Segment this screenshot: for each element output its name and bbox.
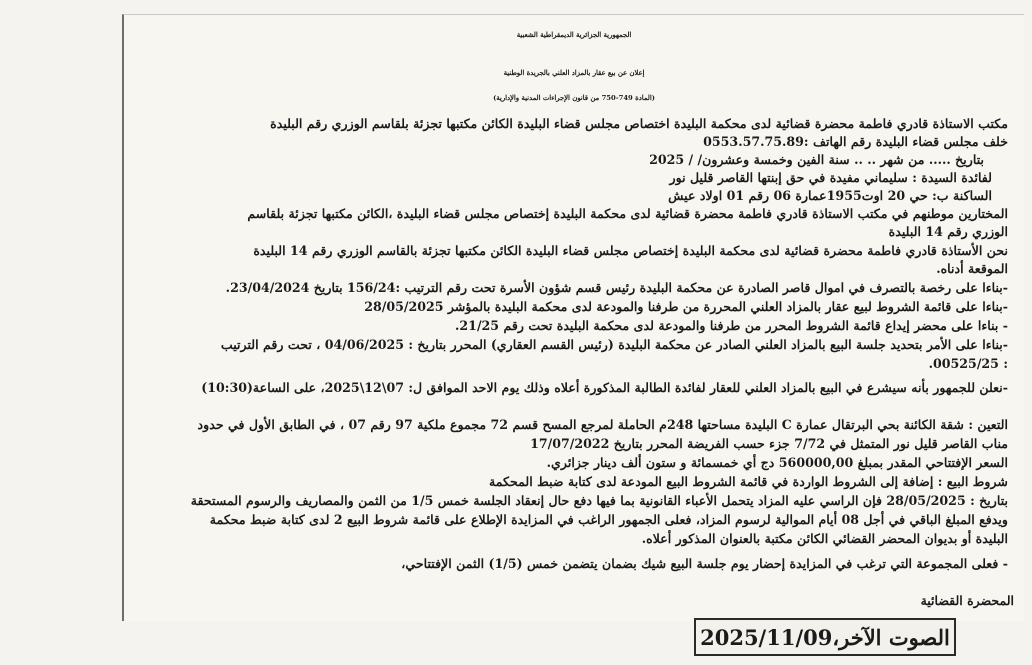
body-line: الموقعة أدناه. (936, 261, 1008, 276)
body-line: مكتب الاستاذة قادري فاطمة محضرة قضائية لدى محكمة البليدة اختصاص مجلس قضاء البليدة الكائن مكتبها تجزئة بلقاسم الوزري رقم البليدة (270, 116, 1008, 131)
body-line: السعر الإفتتاحي المقدر بمبلغ 560000,00 دج أي خمسمائة و ستون ألف دينار جزائري. (546, 455, 1008, 470)
body-line: شروط البيع : إضافة إلى الشروط الواردة في قائمة الشروط البيع المودعة لدى كتابة ضبط المحكمة (489, 474, 1008, 489)
body-line: - بناءا على محضر إيداع قائمة الشروط المحرر من طرفنا والمودعة لدى محكمة البليدة تحت رقم 21/25. (455, 318, 1008, 333)
announcement-clipping (122, 14, 1024, 621)
country-header: الجمهورية الجزائرية الديمقراطية الشعبية (516, 31, 632, 39)
body-line: ويدفع المبلغ الباقي في أجل 08 أيام الموالية لرسوم المزاد، فعلى الجمهور الراغب في المزايدة الإطلاع على قائمة شروط البيع 2 لدى كتابة ضبط محكمة (209, 512, 1008, 527)
newspaper-name: الصوت الآخر (839, 624, 950, 650)
announcement-title: إعلان عن بيع عقار بالمزاد العلني بالجريدة الوطنية (503, 69, 645, 77)
body-line: -بناءا على رخصة بالتصرف في اموال قاصر الصادرة عن محكمة البليدة رئيس قسم شؤون الأسرة تحت رقم الترتيب :156/24 بتاريخ 23/04/2024. (225, 280, 1008, 295)
body-line: مناب القاصر قليل نور المتمثل في 7/72 جزء حسب الفريضة المحرر بتاريخ 17/07/2022 (530, 436, 1008, 451)
body-line: : 00525/25. (928, 356, 1008, 371)
body-line: الوزري رقم 14 البليدة (888, 224, 1008, 239)
body-line: البليدة أو بديوان المحضر القضائي الكائن مكتبة بالعنوان المذكور أعلاه. (641, 531, 1008, 546)
body-line: نحن الأستاذة قادري فاطمة محضرة قضائية لدى محكمة البليدة إختصاص مجلس قضاء البليدة الكائن مكتبها تجزئة بالقاسم الوزري رقم 14 البليدة (253, 243, 1008, 258)
publication-date: 2025/11/09 (700, 624, 833, 650)
body-line: - فعلى المجموعة التي ترغب في المزايدة إحضار يوم جلسة البيع شيك بضمان يتضمن خمس (1/5) الثمن الإفتتاحي، (401, 556, 1008, 571)
signature-label: المحضرة القضائية (920, 593, 1014, 608)
body-line: بتاريخ : 28/05/2025 فإن الراسي عليه المزاد يتحمل الأعباء القانونية بما فيها دفع حال إنعقاد الجلسة خمس 1/5 من الثمن والمصاريف والرسوم المستحقة (190, 493, 1008, 508)
body-line: -بناءا على قائمة الشروط لبيع عقار بالمزاد العلني المحررة من طرفنا والمودعة لدى محكمة البليدة بالمؤشر 28/05/2025 (364, 299, 1008, 314)
body-line: لفائدة السيدة : سليماني مفيدة في حق إبنتها القاصر قليل نور (669, 170, 992, 185)
newspaper-footer (694, 618, 956, 656)
body-line: بتاريخ ..... من شهر .. .. سنة الفين وخمسة وعشرون/ / 2025 (649, 152, 984, 167)
footer-date-line: الصوت الآخر،2025/11/09 (700, 624, 950, 650)
body-line: -نعلن للجمهور بأنه سيشرع في البيع بالمزاد العلني للعقار لفائدة الطالبة المذكورة أعلاه وذلك يوم الاحد الموافق ل: 07\12\2025، على الساعة(10:30) (201, 380, 1008, 395)
legal-reference: (المادة 749-750 من قانون الإجراءات المدنية والإدارية) (493, 94, 655, 102)
body-line: التعين : شقة الكائنة بحي البرتقال عمارة C البليدة مساحتها 248م الحاملة لمرجع المسح قسم 72 مجموع ملكية 97 رقم 07 ، في الطابق الأول في حدود (197, 417, 1008, 432)
body-line: -بناءا على الأمر بتحديد جلسة البيع بالمزاد العلني الصادر عن محكمة البليدة (رئيس القسم العقاري) المحرر بتاريخ : 04/06/2025 ، تحت رقم الترتيب (220, 337, 1008, 352)
body-line: خلف مجلس قضاء البليدة رقم الهاتف :0553.57.75.89 (703, 134, 1008, 149)
body-line: المختارين موطنهم في مكتب الاستاذة قادري فاطمة محضرة قضائية لدى محكمة البليدة إختصاص مجلس قضاء البليدة ،الكائن مكتبها تجزئة بلقاسم (247, 206, 1008, 221)
body-line: الساكنة ب: حي 20 اوت1955عمارة 06 رقم 01 اولاد عيش (668, 188, 992, 203)
